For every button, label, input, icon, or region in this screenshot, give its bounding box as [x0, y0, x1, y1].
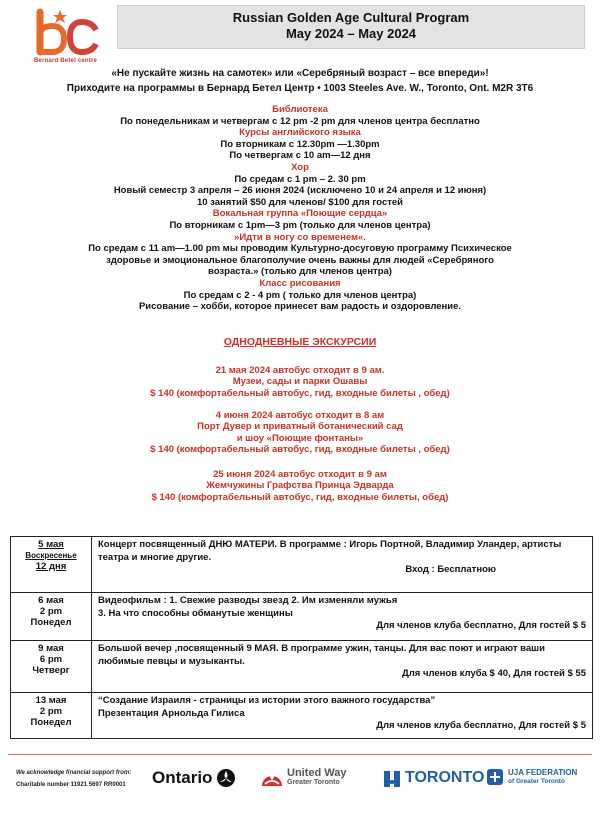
library-title: Библиотека	[272, 104, 328, 115]
excursion-2	[0, 410, 600, 456]
excursion-destination: Музеи, сады и парки Ошавы	[232, 376, 368, 388]
event-date: 9 мая	[38, 643, 64, 654]
table-row	[11, 693, 593, 739]
event-price: Для членов клуба бесплатно, Для гостей $ 5	[376, 620, 586, 631]
event-day: Понедел	[30, 617, 72, 628]
event-price: Для членов клуба бесплатно, Для гостей $ 5	[376, 720, 586, 731]
excursion-1	[0, 365, 600, 399]
footer-divider	[8, 754, 592, 755]
event-time: 6 pm	[39, 654, 63, 665]
event-date-cell	[11, 537, 92, 593]
event-price: Для членов клуба $ 40, Для гостей $ 55	[401, 668, 586, 679]
excursion-date: 21 мая 2024 автобус отходит в 9 ам.	[215, 365, 385, 376]
table-row	[11, 593, 593, 641]
excursion-destination: Порт Дувер и приватный ботанический сад	[197, 421, 403, 433]
walk-title: »Идти в ногу со временем«.	[234, 231, 366, 243]
logo-text: Bernard Betel centre	[34, 58, 98, 64]
toronto-logo	[382, 768, 484, 788]
choir-price: 10 занятий $50 для членов/ $100 для гостей	[196, 196, 404, 208]
event-date-cell	[11, 641, 92, 693]
event-date: 13 мая	[35, 695, 67, 706]
event-date-cell	[11, 593, 92, 641]
event-description-2: 3. На что способны обманутые женщины	[98, 607, 293, 619]
slogan: «Не пускайте жизнь на самотек» или «Серебряный возраст – все впереди»!	[111, 68, 489, 79]
program-title: Russian Golden Age Cultural Program	[232, 10, 470, 25]
english-time-1: По вторникам с 12.30pm —1.30pm	[220, 138, 380, 150]
event-description: Видеофильм : 1. Свежие разводы звезд 2. Им изменяли мужья	[98, 595, 398, 606]
event-date-cell	[11, 693, 92, 739]
event-day: Четверг	[32, 665, 70, 676]
art-desc: Рисование – хобби, которое принесет вам радость и оздоровление.	[138, 301, 462, 313]
event-description: Концерт посвященный ДНЮ МАТЕРИ. В программе : Игорь Портной, Владимир Уландер, артисты театра и многие другие.	[98, 539, 562, 563]
event-desc-cell	[92, 641, 593, 693]
english-time-2: По четвергам с 10 am—12 дня	[229, 150, 371, 162]
toronto-city-hall-icon	[382, 768, 402, 788]
walk-line-1: По средам с 11 am—1.00 pm мы проводим Культурно-досуговую программу Психическое	[88, 243, 512, 255]
charitable-number: Charitable number 11921 5697 RR0001	[16, 782, 126, 788]
choir-semester: Новый семестр 3 апреля – 26 июня 2024 (исключено 10 и 24 апреля и 12 июня)	[113, 185, 487, 197]
vocal-time: По вторникам с 1pm—3 pm (только для членов центра)	[169, 219, 431, 231]
choir-title: Хор	[291, 161, 309, 173]
trillium-icon	[216, 768, 236, 788]
excursion-price: $ 140 (комфортабельный автобус, гид, входные билеты , обед)	[150, 387, 450, 399]
event-desc-cell	[92, 693, 593, 739]
uja-logo	[486, 768, 577, 786]
excursion-price: $ 140 (комфортабельный автобус, гид, входные билеты, обед)	[151, 491, 449, 503]
library-time: По понедельникам и четвергам с 12 pm -2 pm для членов центра бесплатно	[120, 115, 480, 127]
art-title: Класс рисования	[259, 277, 341, 289]
ontario-wordmark: Ontario	[152, 768, 213, 787]
event-price: Вход : Бесплатною	[405, 564, 496, 575]
walk-line-2: здоровье и эмоциональное благополучие очень важны для людей «Серебряного	[106, 254, 494, 266]
bernard-betel-logo	[32, 6, 104, 64]
ontario-logo	[152, 768, 236, 788]
event-date: 5 мая	[38, 539, 64, 550]
uja-name: UJA FEDERATION	[508, 768, 578, 777]
choir-time: По средам с 1 pm – 2. 30 pm	[234, 173, 366, 185]
table-row	[11, 537, 593, 593]
uja-sub: of Greater Toronto	[508, 778, 565, 785]
events-table	[10, 536, 593, 739]
excursion-date: 4 июня 2024 автобус отходит в 8 ам	[215, 410, 385, 421]
uja-icon	[486, 768, 504, 786]
excursion-destination: Жемчужины Графства Принца Эдварда	[206, 480, 394, 492]
excursion-extra: и шоу «Поющие фонтаны»	[236, 432, 364, 444]
event-desc-cell	[92, 537, 593, 593]
event-description: Большой вечер ,посвященный 9 МАЯ. В программе ужин, танцы. Для вас поют и играют ваши любимые певцы и музыканты.	[98, 643, 545, 667]
event-time: 12 дня	[35, 561, 67, 572]
program-dates: May 2024 – May 2024	[285, 26, 417, 41]
table-row	[11, 641, 593, 693]
event-day: Воскресенье	[25, 551, 77, 560]
vocal-title: Вокальная группа «Поющие сердца»	[212, 208, 388, 220]
event-description: “Создание Израиля - страницы из истории этого важного государства”	[98, 695, 436, 706]
united-way-sub: Greater Toronto	[287, 779, 340, 786]
united-way-icon	[260, 766, 284, 790]
united-way-logo	[260, 766, 347, 790]
english-title: Курсы английского языка	[239, 127, 361, 139]
address: Приходите на программы в Бернард Бетел Центр • 1003 Steeles Ave. W., Toronto, Ont. M2R 3T6	[66, 83, 534, 94]
excursion-date: 25 июня 2024 автобус отходит в 9 ам	[213, 469, 387, 480]
acknowledgement: We acknowledge financial support from:	[16, 770, 132, 776]
excursion-3	[0, 469, 600, 503]
art-time: По средам с 2 - 4 pm ( только для членов центра)	[183, 289, 417, 301]
event-description-2: Презентация Арнольда Гилиса	[98, 707, 245, 719]
event-time: 2 pm	[39, 706, 63, 717]
excursions-heading: ОДНОДНЕВНЫЕ ЭКСКУРСИИ	[223, 336, 377, 348]
excursion-price: $ 140 (комфортабельный автобус, гид, входные билеты , обед)	[150, 444, 450, 456]
title-banner	[117, 5, 585, 49]
walk-line-3: возраста.» (только для членов центра)	[208, 266, 392, 278]
programs-section	[0, 104, 600, 313]
event-time: 2 pm	[39, 606, 63, 617]
event-desc-cell	[92, 593, 593, 641]
event-date: 6 мая	[38, 595, 64, 606]
event-day: Понедел	[30, 717, 72, 728]
toronto-wordmark: TORONTO	[405, 769, 485, 786]
united-way-name: United Way	[287, 767, 347, 779]
